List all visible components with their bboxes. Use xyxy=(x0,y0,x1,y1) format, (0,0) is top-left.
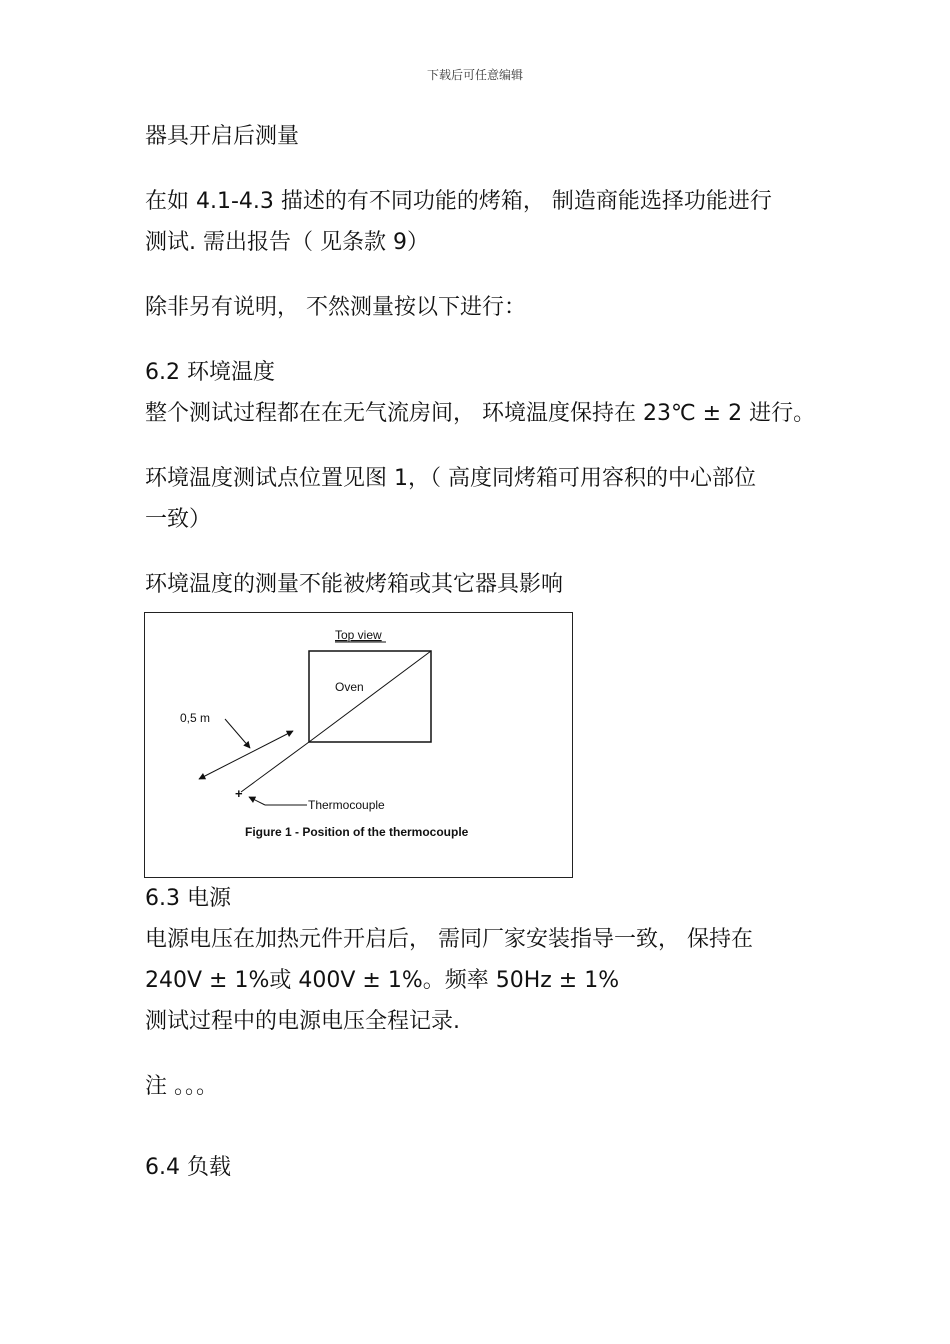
note-text: 注 。。。 xyxy=(145,1074,218,1099)
extension-line xyxy=(241,742,309,792)
section-6-3-line1: 电源电压在加热元件开启后， 需同厂家安装指导一致， 保持在 xyxy=(145,927,753,952)
section-6-3-line3: 测试过程中的电源电压全程记录. xyxy=(145,1009,460,1034)
top-view-label: Top view xyxy=(335,628,382,642)
paragraph-measurement-point-line2: 一致） xyxy=(145,507,212,532)
figure-thermocouple-position xyxy=(144,612,573,878)
thermocouple-marker: + xyxy=(235,786,243,801)
paragraph-measurement-point-line1: 环境温度测试点位置见图 1，（ 高度同烤箱可用容积的中心部位 xyxy=(145,466,756,491)
oven-diagonal xyxy=(309,651,431,742)
figure-caption: Figure 1 - Position of the thermocouple xyxy=(245,825,469,839)
section-6-4-heading: 6.4 负载 xyxy=(145,1155,231,1180)
section-6-2-text: 整个测试过程都在在无气流房间， 环境温度保持在 23℃ ± 2 进行。 xyxy=(145,401,816,426)
section-6-3-heading: 6.3 电源 xyxy=(145,886,231,911)
header-watermark: 下载后可任意编辑 xyxy=(426,68,523,82)
section-6-2-heading: 6.2 环境温度 xyxy=(145,360,275,385)
figure-diagram xyxy=(145,613,572,877)
section-6-3-line2: 240V ± 1%或 400V ± 1%。频率 50Hz ± 1% xyxy=(145,968,620,993)
oven-label: Oven xyxy=(335,680,364,694)
distance-dimension-arrow xyxy=(199,731,293,779)
paragraph-unless-stated: 除非另有说明， 不然测量按以下进行： xyxy=(145,295,526,320)
distance-pointer-arrow xyxy=(225,719,250,748)
paragraph-oven-functions-line1: 在如 4.1-4.3 描述的有不同功能的烤箱， 制造商能选择功能进行 xyxy=(145,189,772,214)
thermocouple-label: Thermocouple xyxy=(308,798,385,812)
paragraph-measure-after-start: 器具开启后测量 xyxy=(145,124,300,149)
thermocouple-pointer-arrow xyxy=(249,797,265,805)
distance-label: 0,5 m xyxy=(180,711,211,725)
paragraph-oven-functions-line2: 测试. 需出报告（ 见条款 9） xyxy=(145,230,429,255)
paragraph-no-influence: 环境温度的测量不能被烤箱或其它器具影响 xyxy=(145,572,564,597)
